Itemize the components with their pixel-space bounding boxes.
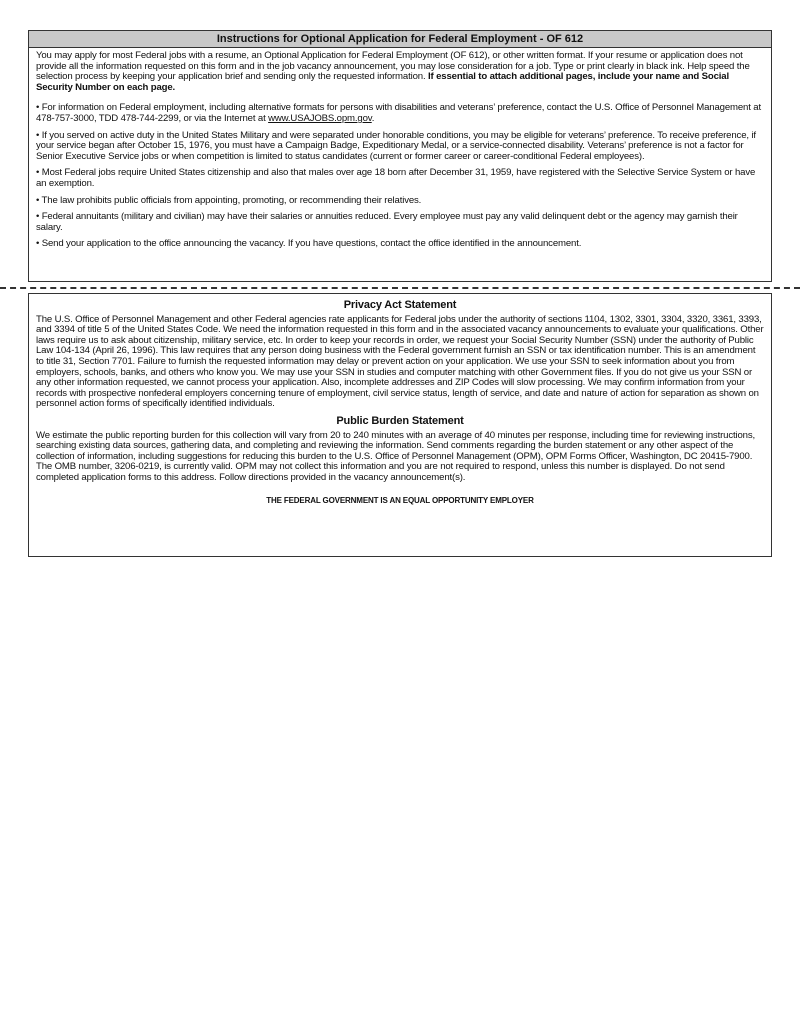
statements-box: [28, 293, 772, 557]
bullet-citizenship: • Most Federal jobs require United States citizenship and also that males over age 18 born after December 31, 1959, have registered with the Selective Service System or have an exemption.: [36, 167, 756, 189]
usajobs-link[interactable]: www.USAJOBS.opm.gov: [268, 112, 372, 124]
bullet-veterans: • If you served on active duty in the United States Military and were separated under honorable conditions, you may be eligible for veterans’ preference. To receive preference, if your service began after October 15, 1976, you must have a Campaign Badge, Expeditionary Medal, or a service-connected disability. Veterans’ preference is not a factor for Senior Executive Service jobs or when competition is limited to status candidates (current or former career or career-conditional Federal employees).: [36, 129, 756, 162]
instructions-box: [28, 30, 772, 282]
bullet1-text: • For information on Federal employment, including alternative formats for persons with disabilities and veterans’ preference, contact the U.S. Office of Personnel Management at 478-757-3000, TDD 478-744-2299, or via the Internet at: [36, 102, 761, 124]
equal-opportunity-footer: THE FEDERAL GOVERNMENT IS AN EQUAL OPPORTUNITY EMPLOYER: [266, 495, 534, 505]
intro-paragraph: [36, 51, 764, 93]
instructions-title: Instructions for Optional Application for Federal Employment - OF 612: [29, 31, 771, 48]
bullet-send-application: • Send your application to the office announcing the vacancy. If you have questions, contact the office identified in the announcement.: [36, 238, 582, 250]
bullet-nepotism: • The law prohibits public officials from appointing, promoting, or recommending their relatives.: [36, 194, 422, 206]
bullet1-end: .: [371, 112, 375, 124]
burden-title: Public Burden Statement: [336, 414, 464, 427]
privacy-text: The U.S. Office of Personnel Management and other Federal agencies rate applicants for Federal jobs under the authority of sections 1104, 1302, 3301, 3304, 3320, 3361, 3393, and 3394 of title 5 of the United States Code. We need the information requested in this form and in the associated vacancy announcements to evaluate your qualifications. Other laws require us to ask about citizenship, military service, etc. In order to keep your records in order, we request your Social Security Number (SSN) under the authority of Public Law 104-134 (April 26, 1996). This law requires that any person doing business with the Federal government furnish an SSN or tax identification number. This is an amendment to title 31, Section 7701. Failure to furnish the requested information may delay or prevent action on your application. We use your SSN to seek information about you from employers, schools, banks, and others who know you. We may use your SSN in studies and computer matching with other Government files. If you do not give us your SSN or any other information requested, we cannot process your application. Also, incomplete addresses and ZIP Codes will slow processing. We may confirm information from your records with prospective nonfederal employers concerning tenure of employment, civil service status, length of service, and date and nature of action for separation as shown on personnel action forms of specifically identified individuals.: [36, 313, 764, 410]
privacy-title: Privacy Act Statement: [343, 299, 457, 311]
bullet-annuitants: • Federal annuitants (military and civilian) may have their salaries or annuities reduced. Every employee must pay any valid delinquent debt or the agency may garnish their salary.: [36, 211, 738, 233]
cut-line-divider: [0, 287, 800, 289]
burden-text: We estimate the public reporting burden for this collection will vary from 20 to 240 minutes with an average of 40 minutes per response, including time for reviewing instructions, searching existing data sources, gathering data, and completing and reviewing the information. Send comments regarding the burden statement or any other aspect of the collection of information, including suggestions for reducing this burden to the U.S. Office of Personnel Management (OPM), OPM Forms Officer, Washington, DC 20415-7900. The OMB number, 3206-0219, is currently valid. OPM may not collect this information and you are not required to respond, unless this number is displayed. Do not send completed application forms to this address. Follow directions provided in the vacancy announcement(s).: [36, 429, 755, 483]
bullet-employment-info: [36, 103, 764, 124]
intro-text: You may apply for most Federal jobs with a resume, an Optional Application for Federal Employment (OF 612), or other written format. If your resume or application does not provide all the information requested on this form and in the job vacancy announcement, you may lose consideration for a job. Type or print clearly in black ink. Help speed the selection process by keeping your application brief and sending only the requested information.: [36, 50, 750, 83]
intro-bold-text: If essential to attach additional pages, include your name and Social Security Number on each page.: [36, 71, 729, 93]
